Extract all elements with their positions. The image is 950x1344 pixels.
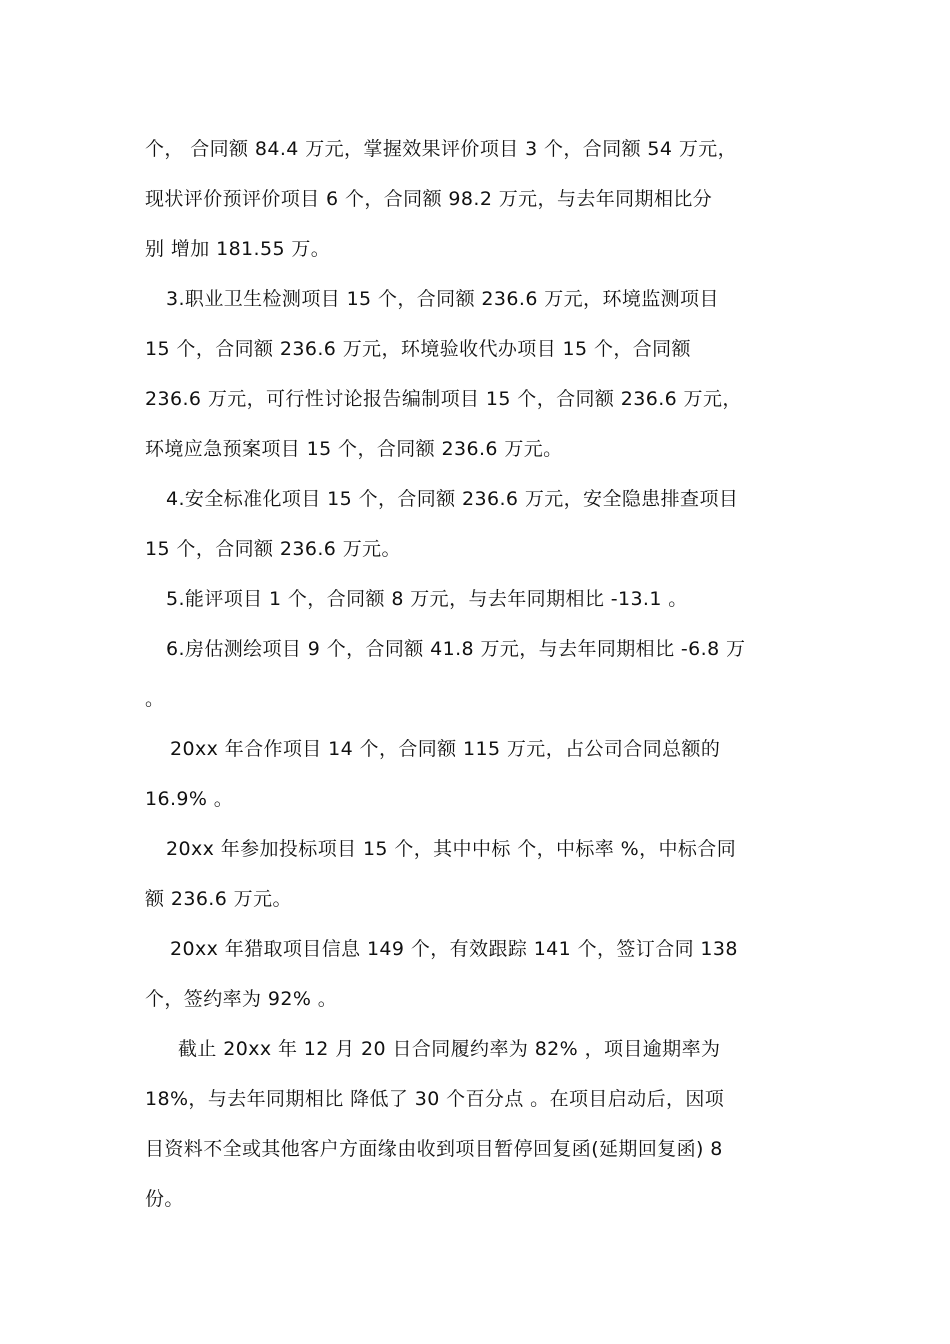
text-line: 目资料不全或其他客户方面缘由收到项目暂停回复函(延期回复函) 8 xyxy=(145,1138,723,1160)
text-line: 15 个，合同额 236.6 万元。 xyxy=(145,538,401,560)
text-line: 额 236.6 万元。 xyxy=(145,888,292,910)
text-line: 15 个，合同额 236.6 万元，环境验收代办项目 15 个，合同额 xyxy=(145,338,691,360)
text-line: 个，签约率为 92% 。 xyxy=(145,988,338,1010)
text-line: 20xx 年猎取项目信息 149 个，有效跟踪 141 个，签订合同 138 xyxy=(170,938,738,960)
text-line: 20xx 年参加投标项目 15 个，其中中标 个，中标率 %，中标合同 xyxy=(166,838,737,860)
text-line: 环境应急预案项目 15 个，合同额 236.6 万元。 xyxy=(145,438,563,460)
text-line: 18%，与去年同期相比 降低了 30 个百分点 。在项目启动后，因项 xyxy=(145,1088,725,1110)
text-line: 6.房估测绘项目 9 个，合同额 41.8 万元，与去年同期相比 -6.8 万 xyxy=(166,638,746,660)
text-line: 4.安全标准化项目 15 个，合同额 236.6 万元，安全隐患排查项目 xyxy=(166,488,739,510)
text-line: 16.9% 。 xyxy=(145,788,234,810)
text-line: 截止 20xx 年 12 月 20 日合同履约率为 82% ，项目逾期率为 xyxy=(178,1038,721,1060)
text-line: 5.能评项目 1 个，合同额 8 万元，与去年同期相比 -13.1 。 xyxy=(166,588,688,610)
text-line: 份。 xyxy=(145,1188,184,1210)
text-line: 现状评价预评价项目 6 个，合同额 98.2 万元，与去年同期相比分 xyxy=(145,188,713,210)
text-line: 别 增加 181.55 万。 xyxy=(145,238,331,260)
text-line: 236.6 万元，可行性讨论报告编制项目 15 个，合同额 236.6 万元， xyxy=(145,388,742,410)
text-line: 个， 合同额 84.4 万元，掌握效果评价项目 3 个，合同额 54 万元， xyxy=(145,138,738,160)
text-line: 。 xyxy=(145,688,165,710)
text-line: 20xx 年合作项目 14 个，合同额 115 万元，占公司合同总额的 xyxy=(170,738,721,760)
text-line: 3.职业卫生检测项目 15 个，合同额 236.6 万元，环境监测项目 xyxy=(166,288,719,310)
